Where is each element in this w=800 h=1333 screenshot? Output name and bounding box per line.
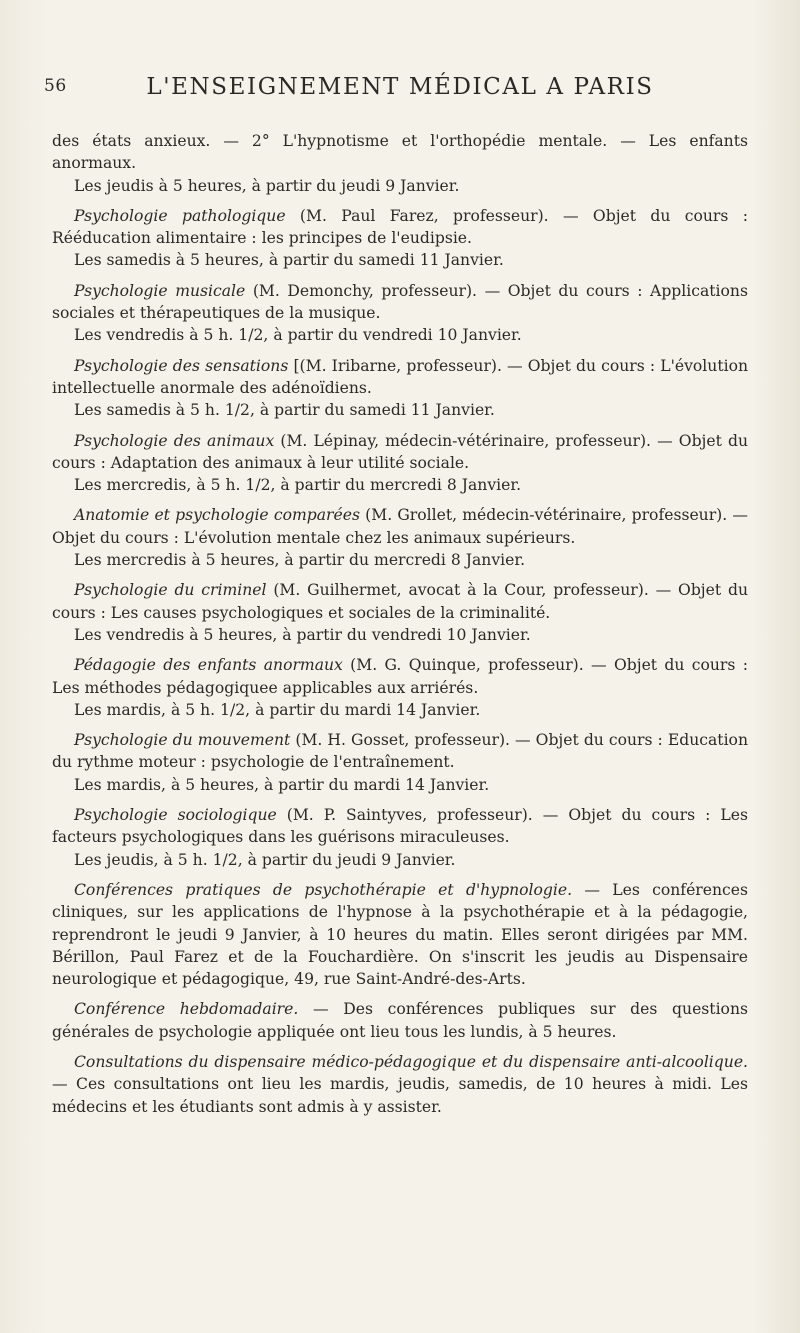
course-body: (M. H. Gosset, professeur). — Objet du cours : Education du rythme moteur : psychologie de l'entraînement. [52, 731, 748, 772]
course-schedule: Les jeudis, à 5 h. 1/2, à partir du jeudi 9 Janvier. [74, 850, 456, 869]
page-body [52, 130, 748, 1126]
course-schedule: Les mercredis à 5 heures, à partir du mercredi 8 Janvier. [74, 551, 526, 570]
course-body: [(M. Iribarne, professeur). — Objet du cours : L'évolution intellectuelle anormale des adénoïdiens. [52, 356, 749, 397]
course-body: (M. Grollet, médecin-vétérinaire, professeur). — Objet du cours : L'évolution mentale chez les animaux supérieurs. [52, 506, 749, 547]
course-title: Anatomie et psychologie comparées [74, 506, 360, 525]
course-entry [52, 430, 748, 497]
course-schedule: Les vendredis à 5 h. 1/2, à partir du vendredi 10 Janvier. [74, 326, 522, 345]
course-schedule: Les mercredis, à 5 h. 1/2, à partir du mercredi 8 Janvier. [74, 476, 522, 495]
course-schedule: Les samedis à 5 h. 1/2, à partir du samedi 11 Janvier. [74, 401, 495, 420]
course-body: (M. Paul Farez, professeur). — Objet du cours : Rééducation alimentaire : les principes de l'eudipsie. [52, 206, 748, 248]
intro-schedule: Les jeudis à 5 heures, à partir du jeudi 9 Janvier. [74, 176, 460, 195]
page-header: L'ENSEIGNEMENT MÉDICAL A PARIS [146, 74, 654, 100]
notice-paragraph [52, 998, 748, 1043]
course-body: (M. G. Quinque, professeur). — Objet du cours : Les méthodes pédagogiquee applicables aux arriérés. [52, 656, 748, 697]
course-entry [52, 654, 748, 721]
notice-title: Consultations du dispensaire médico-pédagogique et du dispensaire anti-alcoolique. [74, 1052, 748, 1071]
course-schedule: Les vendredis à 5 heures, à partir du vendredi 10 Janvier. [74, 625, 531, 644]
notice-paragraph [52, 1051, 748, 1118]
course-entry [52, 355, 748, 422]
course-title: Psychologie sociologique [74, 806, 277, 825]
course-entry [52, 729, 748, 796]
notice-title: Conférences pratiques de psychothérapie et d'hypnologie. [74, 880, 573, 899]
course-title: Psychologie musicale [74, 281, 246, 300]
intro-paragraph [52, 130, 748, 197]
intro-text: des états anxieux. — 2° L'hypnotisme et l'orthopédie mentale. — Les enfants anormaux. [52, 132, 748, 173]
notice-title: Conférence hebdomadaire. [74, 1000, 299, 1019]
course-title: Psychologie du criminel [74, 581, 267, 600]
notice-body: — Ces consultations ont lieu les mardis, jeudis, samedis, de 10 heures à midi. Les médecins et les étudiants sont admis à y assister. [52, 1075, 748, 1116]
course-body: (M. Lépinay, médecin-vétérinaire, professeur). — Objet du cours : Adaptation des animaux à leur utilité sociale. [52, 431, 748, 472]
notice-body: — Les conférences cliniques, sur les applications de l'hypnose à la psychothérapie et à la pédagogie, reprendront le jeudi 9 Janvier, à 10 heures du matin. Elles seront dirigées par MM. Bérillon, Paul Farez et de la Fouchardière. On s'inscrit les jeudis au Dispensaire neurologique et pédagogique, 49, rue Saint-André-des-Arts. [52, 880, 749, 989]
course-entry [52, 804, 748, 871]
course-schedule: Les mardis, à 5 h. 1/2, à partir du mardi 14 Janvier. [74, 700, 481, 719]
course-title: Psychologie pathologique [74, 206, 286, 225]
course-schedule: Les samedis à 5 heures, à partir du samedi 11 Janvier. [74, 251, 504, 270]
page-number: 56 [44, 76, 67, 96]
course-title: Psychologie des animaux [74, 431, 275, 450]
course-title: Psychologie du mouvement [74, 731, 291, 750]
running-head [44, 74, 756, 110]
course-entry [52, 205, 748, 272]
course-entry [52, 504, 748, 571]
course-body: (M. P. Saintyves, professeur). — Objet du cours : Les facteurs psychologiques dans les guérisons miraculeuses. [52, 806, 748, 847]
course-body: (M. Demonchy, professeur). — Objet du cours : Applications sociales et thérapeutiques de la musique. [52, 281, 748, 323]
course-entry [52, 280, 748, 347]
course-title: Psychologie des sensations [74, 356, 289, 375]
course-title: Pédagogie des enfants anormaux [74, 656, 343, 675]
course-entry [52, 579, 748, 646]
course-body: (M. Guilhermet, avocat à la Cour, professeur). — Objet du cours : Les causes psychologiques et sociales de la criminalité. [52, 581, 748, 622]
notice-body: — Des conférences publiques sur des questions générales de psychologie appliquée ont lieu tous les lundis, à 5 heures. [52, 1000, 748, 1041]
notice-paragraph [52, 879, 748, 990]
course-schedule: Les mardis, à 5 heures, à partir du mardi 14 Janvier. [74, 775, 490, 794]
